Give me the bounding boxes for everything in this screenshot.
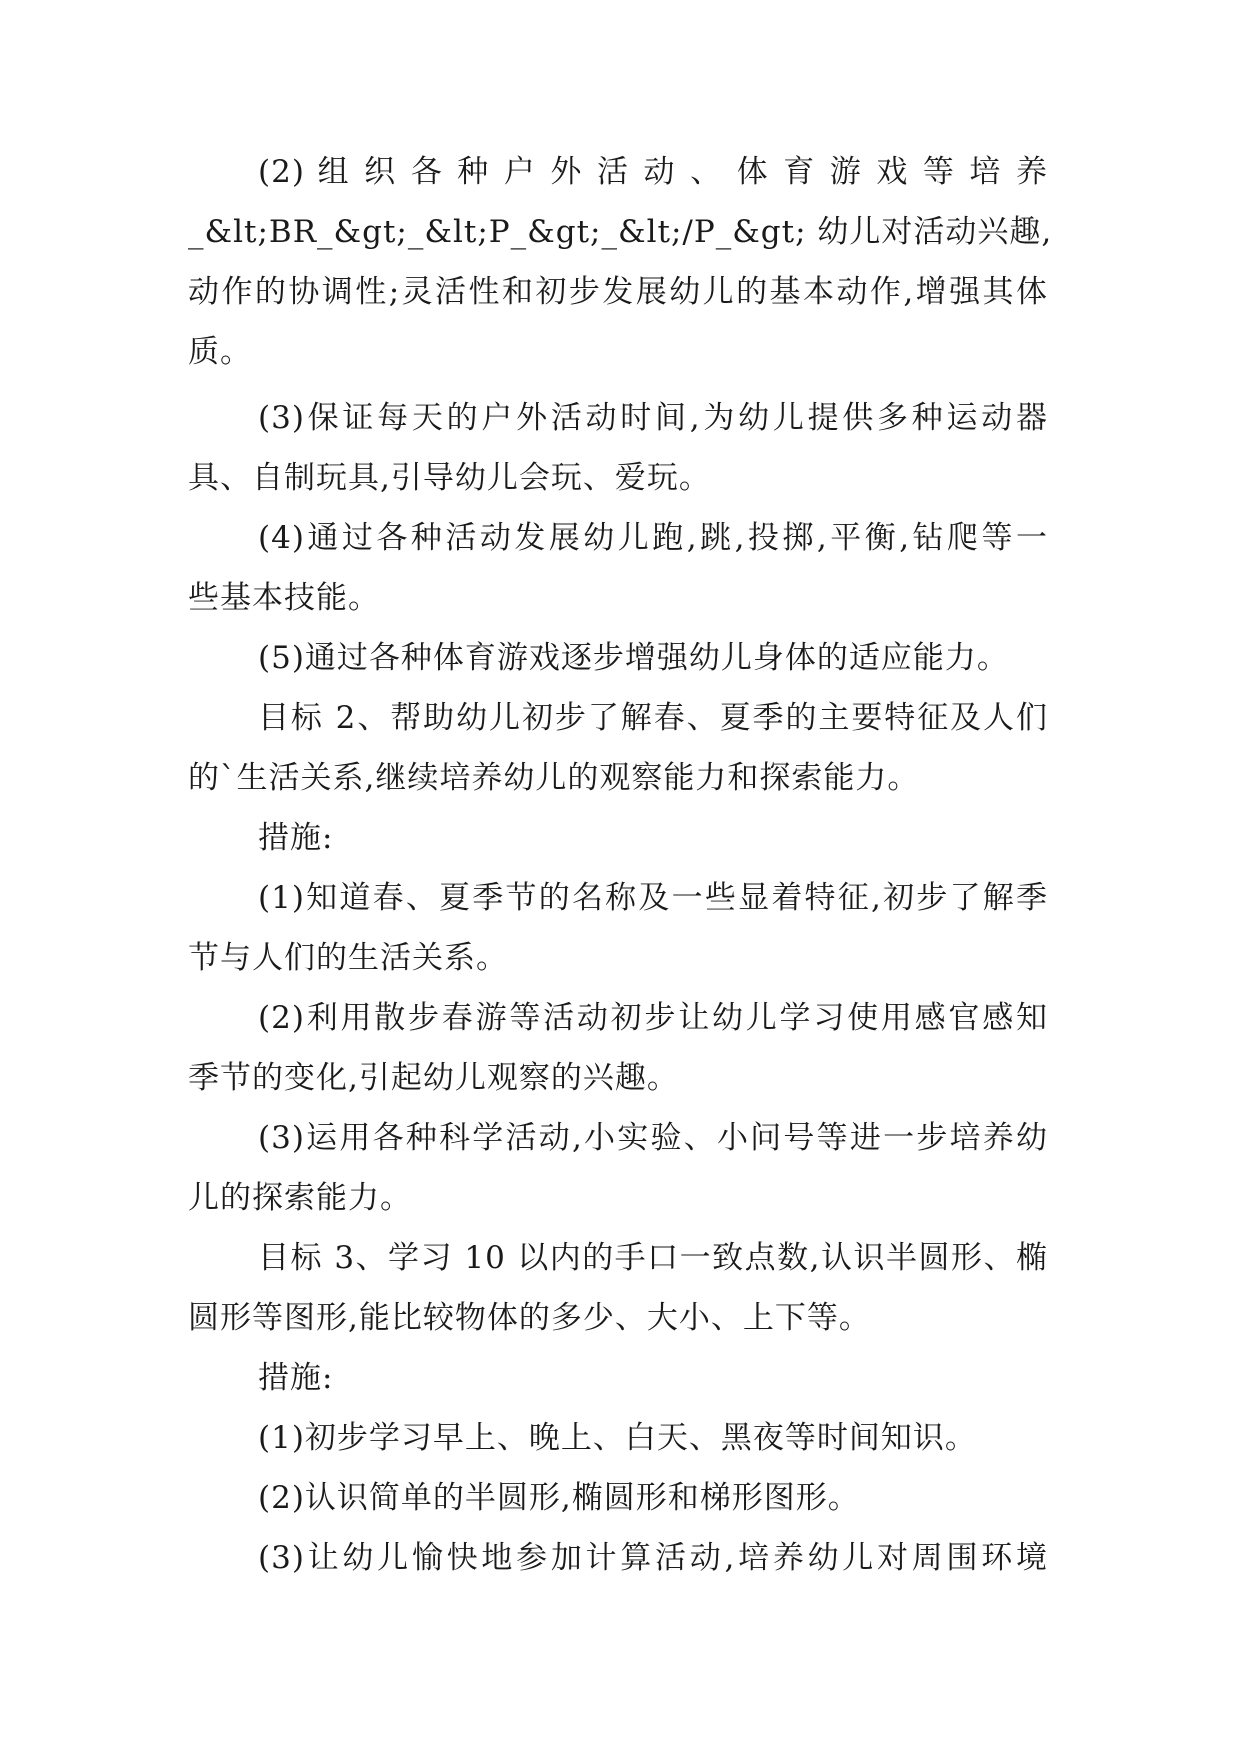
paragraph-line: (4)通过各种活动发展幼儿跑,跳,投掷,平衡,钻爬等一 (258, 520, 1048, 556)
paragraph-line: 节与人们的生活关系。 (188, 940, 508, 976)
paragraph-line: 目标 2、帮助幼儿初步了解春、夏季的主要特征及人们 (258, 700, 1048, 736)
paragraph-line: 动作的协调性;灵活性和初步发展幼儿的基本动作,增强其体 (188, 274, 1048, 310)
paragraph-line: 儿的探索能力。 (188, 1180, 412, 1216)
paragraph-line: (1)知道春、夏季节的名称及一些显着特征,初步了解季 (258, 880, 1048, 916)
paragraph-line: (3)保证每天的户外活动时间,为幼儿提供多种运动器 (258, 400, 1048, 436)
paragraph-line: 季节的变化,引起幼儿观察的兴趣。 (188, 1060, 679, 1096)
section-heading: 措施: (258, 820, 334, 856)
paragraph-line: (1)初步学习早上、晚上、白天、黑夜等时间知识。 (258, 1420, 977, 1456)
paragraph-line: (3)让幼儿愉快地参加计算活动,培养幼儿对周围环境 (258, 1540, 1048, 1576)
paragraph-line: (2) 组 织 各 种 户 外 活 动 、 体 育 游 戏 等 培 养 (258, 154, 1048, 190)
paragraph-line: (5)通过各种体育游戏逐步增强幼儿身体的适应能力。 (258, 640, 1009, 676)
paragraph-line: (3)运用各种科学活动,小实验、小问号等进一步培养幼 (258, 1120, 1048, 1156)
paragraph-line: 些基本技能。 (188, 580, 380, 616)
section-heading: 措施: (258, 1360, 334, 1396)
paragraph-line: 具、自制玩具,引导幼儿会玩、爱玩。 (188, 460, 711, 496)
paragraph-line: 圆形等图形,能比较物体的多少、大小、上下等。 (188, 1300, 871, 1336)
paragraph-line: 的`生活关系,继续培养幼儿的观察能力和探索能力。 (188, 760, 920, 796)
paragraph-line: 目标 3、学习 10 以内的手口一致点数,认识半圆形、椭 (258, 1240, 1048, 1276)
paragraph-line: _&lt;BR_&gt;_&lt;P_&gt;_&lt;/P_&gt; 幼儿对活动兴趣, (188, 214, 1053, 250)
paragraph-line: (2)利用散步春游等活动初步让幼儿学习使用感官感知 (258, 1000, 1048, 1036)
paragraph-line: 质。 (188, 334, 252, 370)
paragraph-line: (2)认识简单的半圆形,椭圆形和梯形图形。 (258, 1480, 860, 1516)
